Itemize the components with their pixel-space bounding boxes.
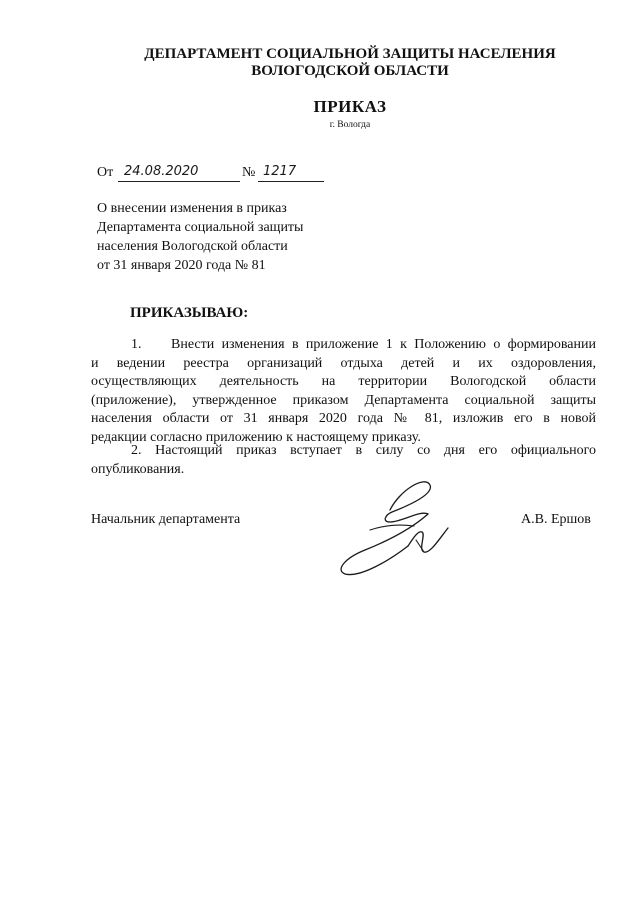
date-handwritten: 24.08.2020 bbox=[124, 164, 199, 179]
date-label: От bbox=[97, 165, 114, 180]
signatory-name: А.В. Ершов bbox=[521, 512, 591, 527]
paragraph-line: населения области от 31 января 2020 года № 81, изложив его в новой bbox=[91, 411, 596, 426]
paragraph-line: 2. Настоящий приказ вступает в силу со дня его официального bbox=[131, 443, 596, 458]
number-handwritten: 1217 bbox=[263, 164, 297, 179]
number-label: № bbox=[242, 165, 256, 180]
city-label: г. Вологда bbox=[329, 120, 371, 130]
subject-line: Департамента социальной защиты bbox=[97, 220, 304, 235]
number-underline bbox=[258, 181, 324, 182]
document-type-title: ПРИКАЗ bbox=[313, 97, 387, 116]
date-underline bbox=[118, 181, 240, 182]
handwritten-signature bbox=[330, 470, 480, 585]
subject-line: от 31 января 2020 года № 81 bbox=[97, 258, 266, 273]
paragraph-line: 1. Внести изменения в приложение 1 к Положению о формировании bbox=[91, 336, 596, 355]
subject-line: О внесении изменения в приказ bbox=[97, 201, 287, 216]
department-name-line1: ДЕПАРТАМЕНТ СОЦИАЛЬНОЙ ЗАЩИТЫ НАСЕЛЕНИЯ bbox=[144, 46, 556, 62]
paragraph-line: осуществляющих деятельность на территории Вологодской области bbox=[91, 374, 596, 389]
item-number: 1. bbox=[131, 337, 142, 352]
paragraph-line: редакции согласно приложению к настоящему приказу. bbox=[91, 429, 421, 445]
paragraph-line: опубликования. bbox=[91, 461, 185, 477]
paragraph-line: и ведении реестра организаций отдыха детей и их оздоровления, bbox=[91, 355, 596, 371]
subject-line: населения Вологодской области bbox=[97, 239, 288, 254]
paragraph-line: (приложение), утвержденное приказом Департамента социальной защиты bbox=[91, 392, 596, 408]
orders-heading: ПРИКАЗЫВАЮ: bbox=[130, 305, 249, 321]
department-name-line2: ВОЛОГОДСКОЙ ОБЛАСТИ bbox=[251, 63, 449, 79]
order-subject bbox=[97, 199, 357, 275]
order-item-1 bbox=[91, 336, 596, 447]
signatory-position: Начальник департамента bbox=[91, 512, 241, 527]
